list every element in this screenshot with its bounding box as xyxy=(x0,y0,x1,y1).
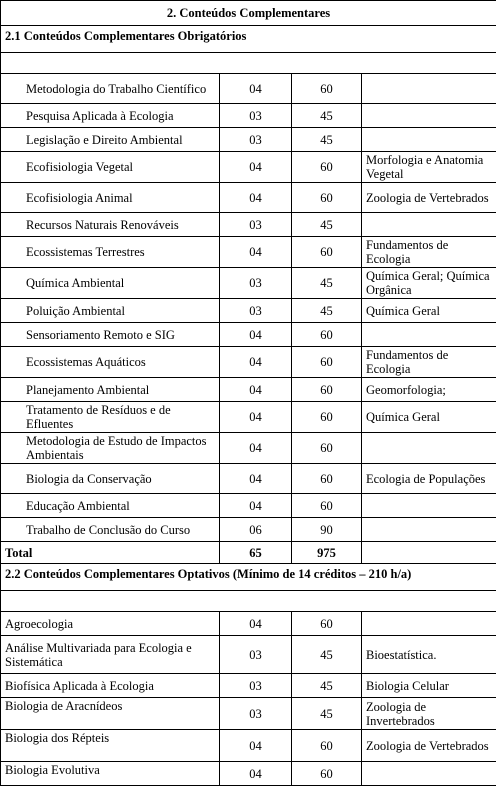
course-name: Legislação e Direito Ambiental xyxy=(1,128,220,152)
course-hours: 60 xyxy=(292,762,362,786)
course-name: Biofísica Aplicada à Ecologia xyxy=(1,674,220,698)
course-name: Educação Ambiental xyxy=(1,494,220,518)
course-hours: 45 xyxy=(292,299,362,323)
required-course-row xyxy=(1,213,496,237)
course-credits: 04 xyxy=(220,74,292,104)
optional-course-row xyxy=(1,730,496,762)
required-course-row xyxy=(1,74,496,104)
spacer-row xyxy=(1,53,496,74)
required-course-row xyxy=(1,347,496,378)
course-prerequisite xyxy=(362,433,496,464)
course-credits: 03 xyxy=(220,128,292,152)
course-name: Tratamento de Resíduos e de Efluentes xyxy=(1,402,220,433)
required-course-row xyxy=(1,128,496,152)
course-name: Ecofisiologia Animal xyxy=(1,183,220,213)
course-prerequisite xyxy=(362,323,496,347)
course-prerequisite: Química Geral xyxy=(362,299,496,323)
course-hours: 45 xyxy=(292,636,362,674)
course-hours: 60 xyxy=(292,347,362,378)
course-prerequisite xyxy=(362,74,496,104)
course-credits: 04 xyxy=(220,464,292,494)
course-hours: 45 xyxy=(292,698,362,730)
course-prerequisite: Morfologia e Anatomia Vegetal xyxy=(362,152,496,183)
spacer-cell xyxy=(1,53,496,74)
spacer-cell xyxy=(1,591,496,612)
course-name: Trabalho de Conclusão do Curso xyxy=(1,518,220,542)
course-credits: 06 xyxy=(220,518,292,542)
required-course-row xyxy=(1,183,496,213)
course-prerequisite: Bioestatística. xyxy=(362,636,496,674)
course-prerequisite xyxy=(362,518,496,542)
course-credits: 04 xyxy=(220,378,292,402)
course-hours: 60 xyxy=(292,494,362,518)
required-course-row xyxy=(1,433,496,464)
section-22-header-row xyxy=(1,564,496,591)
course-credits: 04 xyxy=(220,612,292,636)
required-course-row xyxy=(1,494,496,518)
curriculum-table-body xyxy=(1,1,496,786)
course-credits: 04 xyxy=(220,183,292,213)
course-prerequisite: Química Geral; Química Orgânica xyxy=(362,268,496,299)
course-credits: 03 xyxy=(220,104,292,128)
course-credits: 03 xyxy=(220,268,292,299)
section-21-title: 2.1 Conteúdos Complementares Obrigatórios xyxy=(1,26,496,53)
required-course-row xyxy=(1,323,496,347)
course-hours: 90 xyxy=(292,518,362,542)
course-name: Recursos Naturais Renováveis xyxy=(1,213,220,237)
course-name: Biologia Evolutiva xyxy=(1,762,220,786)
course-prerequisite xyxy=(362,213,496,237)
course-hours: 60 xyxy=(292,612,362,636)
course-prerequisite: Zoologia de Vertebrados xyxy=(362,730,496,762)
course-credits: 04 xyxy=(220,347,292,378)
section-2-header-row xyxy=(1,1,496,26)
required-course-row xyxy=(1,237,496,268)
course-hours: 60 xyxy=(292,730,362,762)
course-hours: 60 xyxy=(292,402,362,433)
total-row xyxy=(1,542,496,564)
total-hours: 975 xyxy=(292,542,362,564)
optional-course-row xyxy=(1,636,496,674)
course-hours: 45 xyxy=(292,213,362,237)
required-course-row xyxy=(1,268,496,299)
course-name: Biologia da Conservação xyxy=(1,464,220,494)
course-prerequisite: Ecologia de Populações xyxy=(362,464,496,494)
course-name: Pesquisa Aplicada à Ecologia xyxy=(1,104,220,128)
course-name: Biologia dos Répteis xyxy=(1,730,220,762)
course-credits: 04 xyxy=(220,433,292,464)
course-hours: 60 xyxy=(292,74,362,104)
course-credits: 03 xyxy=(220,213,292,237)
course-name: Biologia de Aracnídeos xyxy=(1,698,220,730)
required-course-row xyxy=(1,518,496,542)
spacer-row xyxy=(1,591,496,612)
required-course-row xyxy=(1,378,496,402)
course-hours: 60 xyxy=(292,464,362,494)
course-name: Planejamento Ambiental xyxy=(1,378,220,402)
course-credits: 04 xyxy=(220,730,292,762)
optional-course-row xyxy=(1,674,496,698)
required-course-row xyxy=(1,152,496,183)
course-hours: 60 xyxy=(292,378,362,402)
course-credits: 03 xyxy=(220,674,292,698)
course-hours: 60 xyxy=(292,433,362,464)
course-name: Metodologia do Trabalho Científico xyxy=(1,74,220,104)
course-hours: 45 xyxy=(292,104,362,128)
required-course-row xyxy=(1,299,496,323)
course-prerequisite xyxy=(362,128,496,152)
course-prerequisite: Zoologia de Invertebrados xyxy=(362,698,496,730)
optional-course-row xyxy=(1,762,496,786)
course-hours: 45 xyxy=(292,128,362,152)
section-2-title: 2. Conteúdos Complementares xyxy=(1,1,496,26)
course-credits: 03 xyxy=(220,698,292,730)
course-hours: 60 xyxy=(292,237,362,268)
course-prerequisite: Fundamentos de Ecologia xyxy=(362,237,496,268)
total-empty-cell xyxy=(362,542,496,564)
course-credits: 04 xyxy=(220,402,292,433)
course-prerequisite xyxy=(362,612,496,636)
course-credits: 04 xyxy=(220,494,292,518)
course-credits: 03 xyxy=(220,299,292,323)
course-hours: 60 xyxy=(292,152,362,183)
course-prerequisite: Química Geral xyxy=(362,402,496,433)
course-prerequisite xyxy=(362,104,496,128)
course-name: Agroecologia xyxy=(1,612,220,636)
optional-course-row xyxy=(1,612,496,636)
course-name: Química Ambiental xyxy=(1,268,220,299)
course-hours: 45 xyxy=(292,268,362,299)
course-prerequisite xyxy=(362,762,496,786)
course-prerequisite: Fundamentos de Ecologia xyxy=(362,347,496,378)
section-21-header-row xyxy=(1,26,496,53)
course-prerequisite: Biologia Celular xyxy=(362,674,496,698)
course-name: Análise Multivariada para Ecologia e Sistemática xyxy=(1,636,220,674)
course-prerequisite: Zoologia de Vertebrados xyxy=(362,183,496,213)
course-name: Ecossistemas Aquáticos xyxy=(1,347,220,378)
optional-course-row xyxy=(1,698,496,730)
course-credits: 03 xyxy=(220,636,292,674)
course-credits: 04 xyxy=(220,762,292,786)
course-name: Ecofisiologia Vegetal xyxy=(1,152,220,183)
course-name: Metodologia de Estudo de Impactos Ambientais xyxy=(1,433,220,464)
course-name: Sensoriamento Remoto e SIG xyxy=(1,323,220,347)
course-name: Poluição Ambiental xyxy=(1,299,220,323)
course-prerequisite: Geomorfologia; xyxy=(362,378,496,402)
required-course-row xyxy=(1,464,496,494)
course-hours: 60 xyxy=(292,183,362,213)
course-hours: 60 xyxy=(292,323,362,347)
course-hours: 45 xyxy=(292,674,362,698)
required-course-row xyxy=(1,104,496,128)
course-credits: 04 xyxy=(220,152,292,183)
required-course-row xyxy=(1,402,496,433)
course-credits: 04 xyxy=(220,237,292,268)
course-name: Ecossistemas Terrestres xyxy=(1,237,220,268)
total-label: Total xyxy=(1,542,220,564)
course-credits: 04 xyxy=(220,323,292,347)
total-credits: 65 xyxy=(220,542,292,564)
section-22-title: 2.2 Conteúdos Complementares Optativos (Mínimo de 14 créditos – 210 h/a) xyxy=(1,564,496,591)
course-prerequisite xyxy=(362,494,496,518)
